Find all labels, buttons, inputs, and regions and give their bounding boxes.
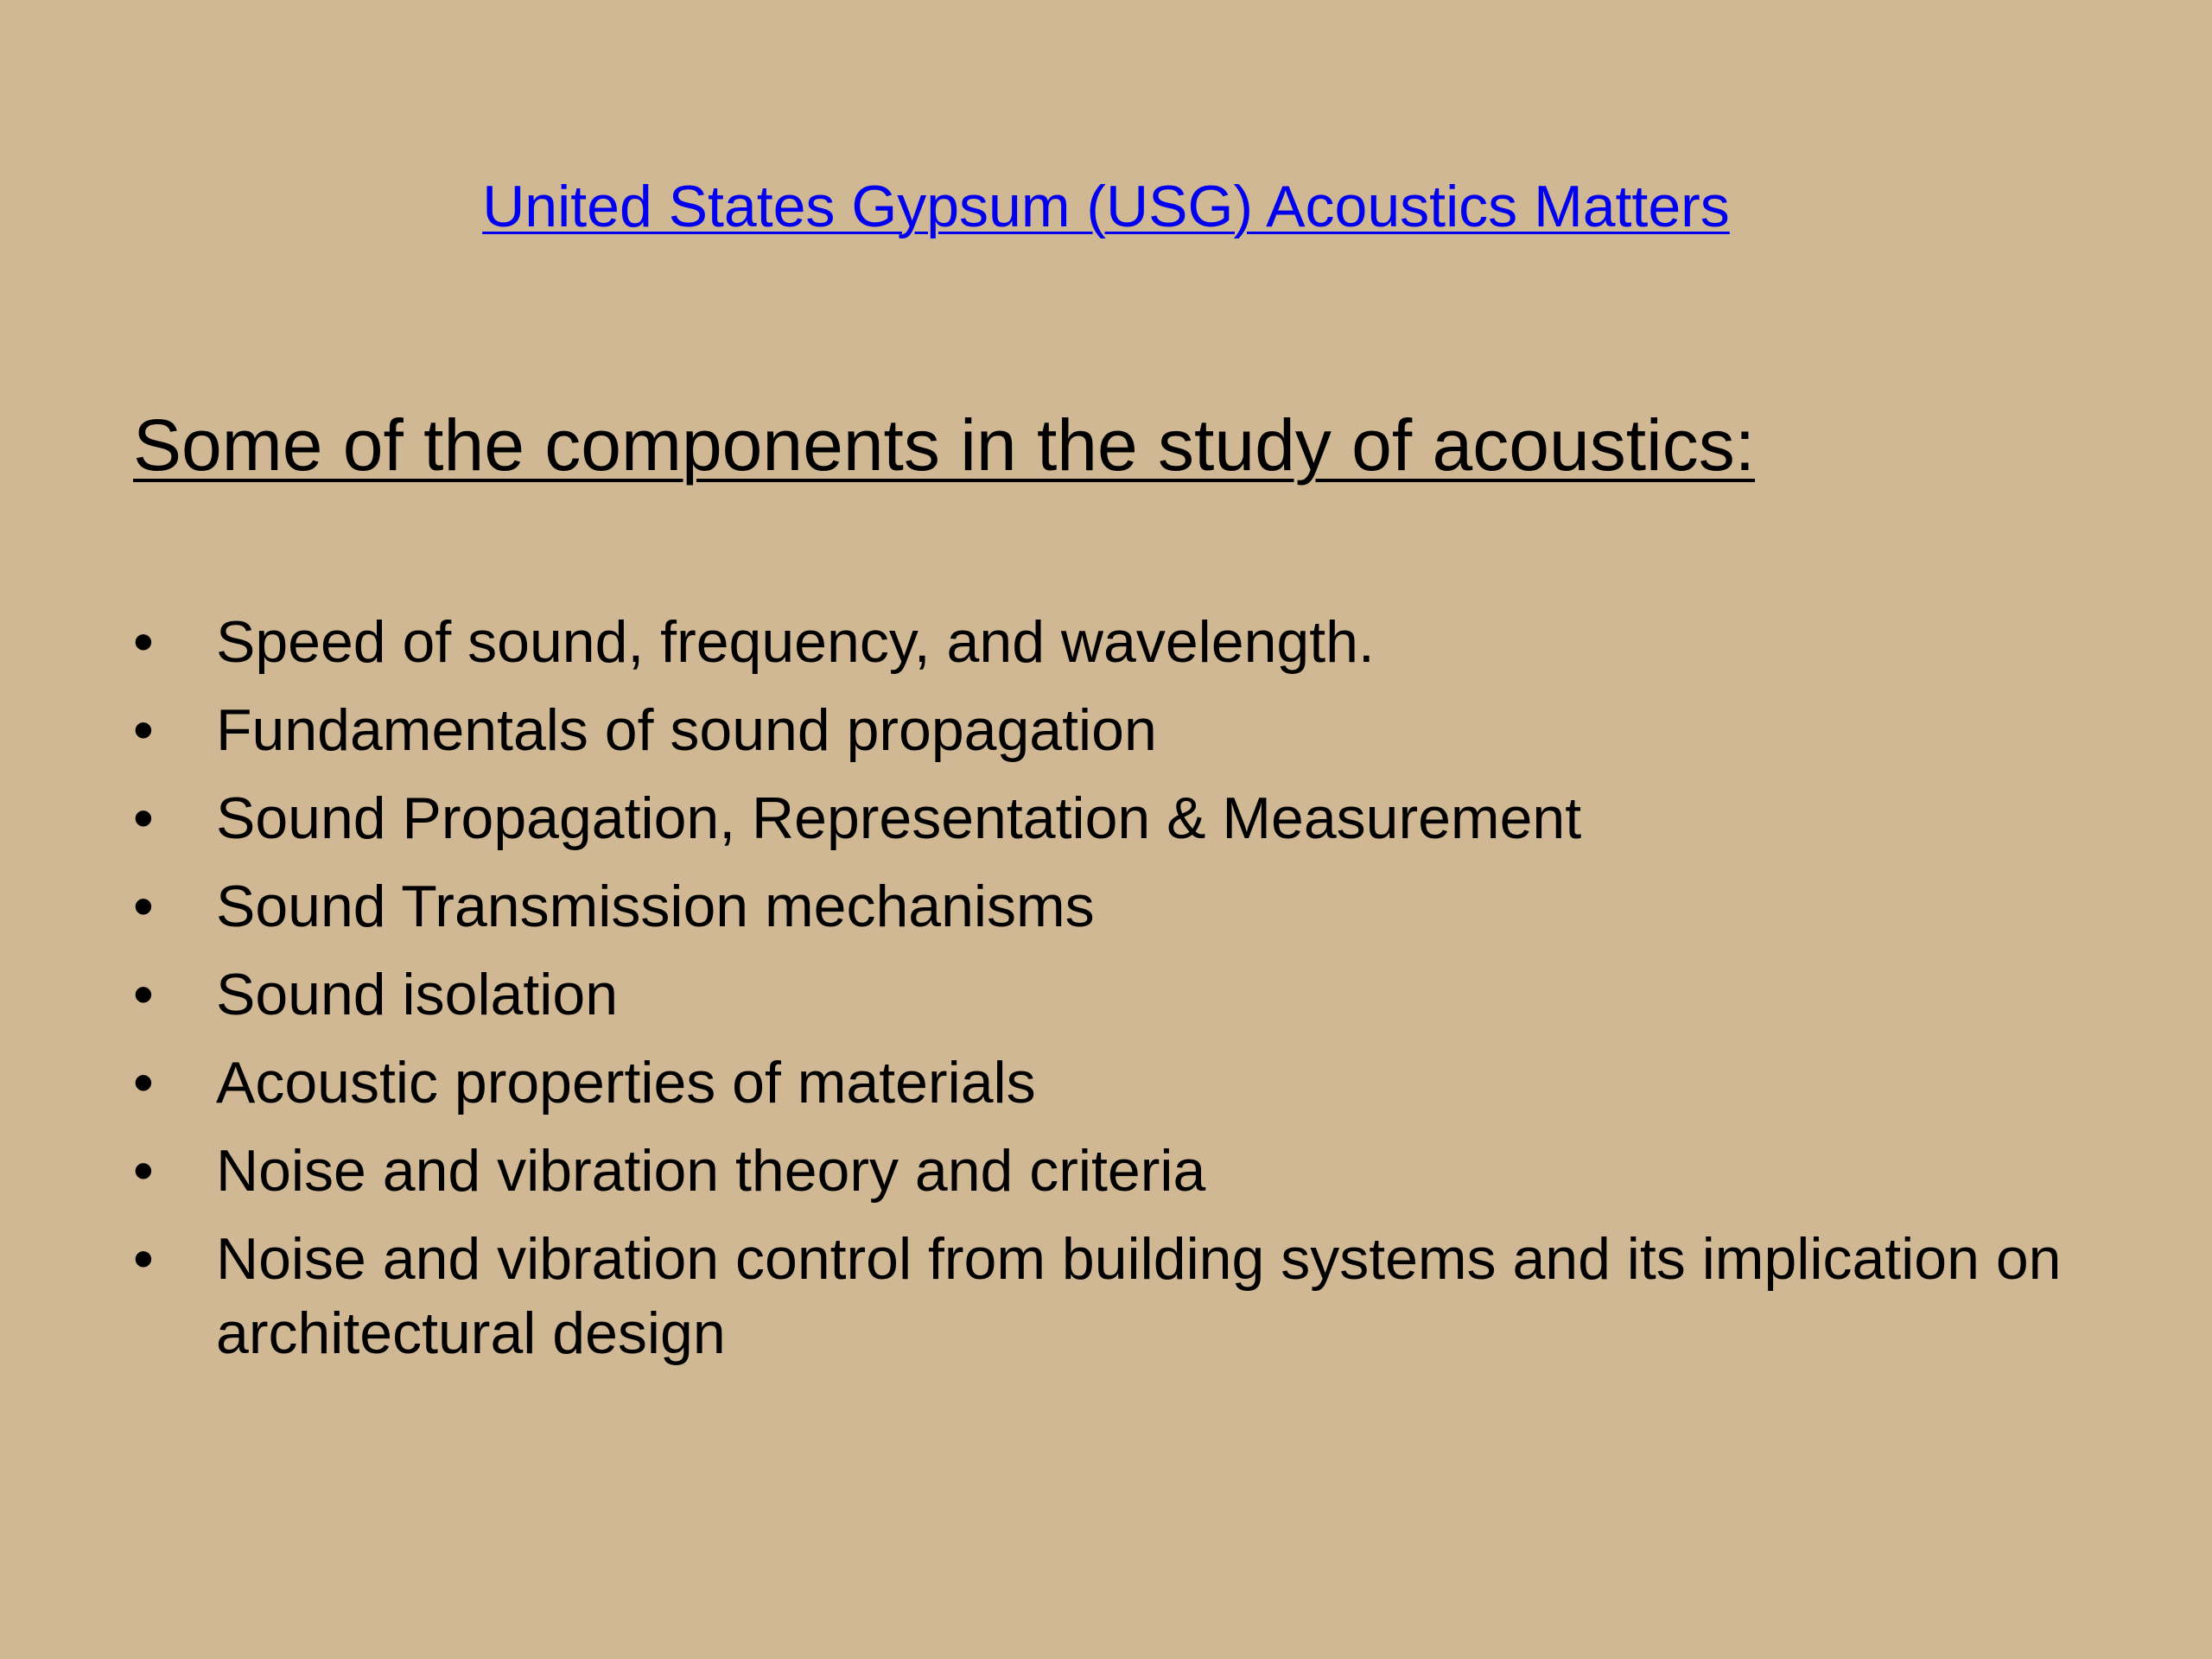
list-item — [133, 957, 2120, 1032]
list-item-text: Speed of sound, frequency, and wavelength. — [216, 609, 1375, 675]
list-item-text: Sound Propagation, Representation & Measurement — [216, 785, 1582, 851]
list-item — [133, 693, 2120, 767]
list-item — [133, 781, 2120, 855]
list-item — [133, 605, 2120, 679]
list-item-text: Acoustic properties of materials — [216, 1050, 1036, 1116]
bullet-icon: • — [133, 1138, 154, 1204]
list-item — [133, 1046, 2120, 1120]
list-item-text: Sound isolation — [216, 962, 619, 1027]
list-item-text: Fundamentals of sound propagation — [216, 697, 1157, 763]
list-item — [133, 1222, 2120, 1370]
list-item-text: Sound Transmission mechanisms — [216, 874, 1095, 939]
bullet-icon: • — [133, 697, 154, 763]
bullet-icon: • — [133, 962, 154, 1027]
slide-heading: Some of the components in the study of acoustics: — [133, 404, 1756, 486]
bullet-icon: • — [133, 609, 154, 675]
bullet-icon: • — [133, 874, 154, 939]
bullet-icon: • — [133, 785, 154, 851]
bullet-icon: • — [133, 1050, 154, 1116]
list-item — [133, 869, 2120, 944]
list-item-text: Noise and vibration theory and criteria — [216, 1138, 1206, 1204]
list-item — [133, 1134, 2120, 1208]
bullet-list — [133, 605, 2120, 1384]
bullet-icon: • — [133, 1226, 154, 1292]
usg-acoustics-link[interactable]: United States Gypsum (USG) Acoustics Matters — [482, 174, 1730, 239]
list-item-text: Noise and vibration control from building systems and its implication on architectural design — [216, 1226, 2062, 1366]
